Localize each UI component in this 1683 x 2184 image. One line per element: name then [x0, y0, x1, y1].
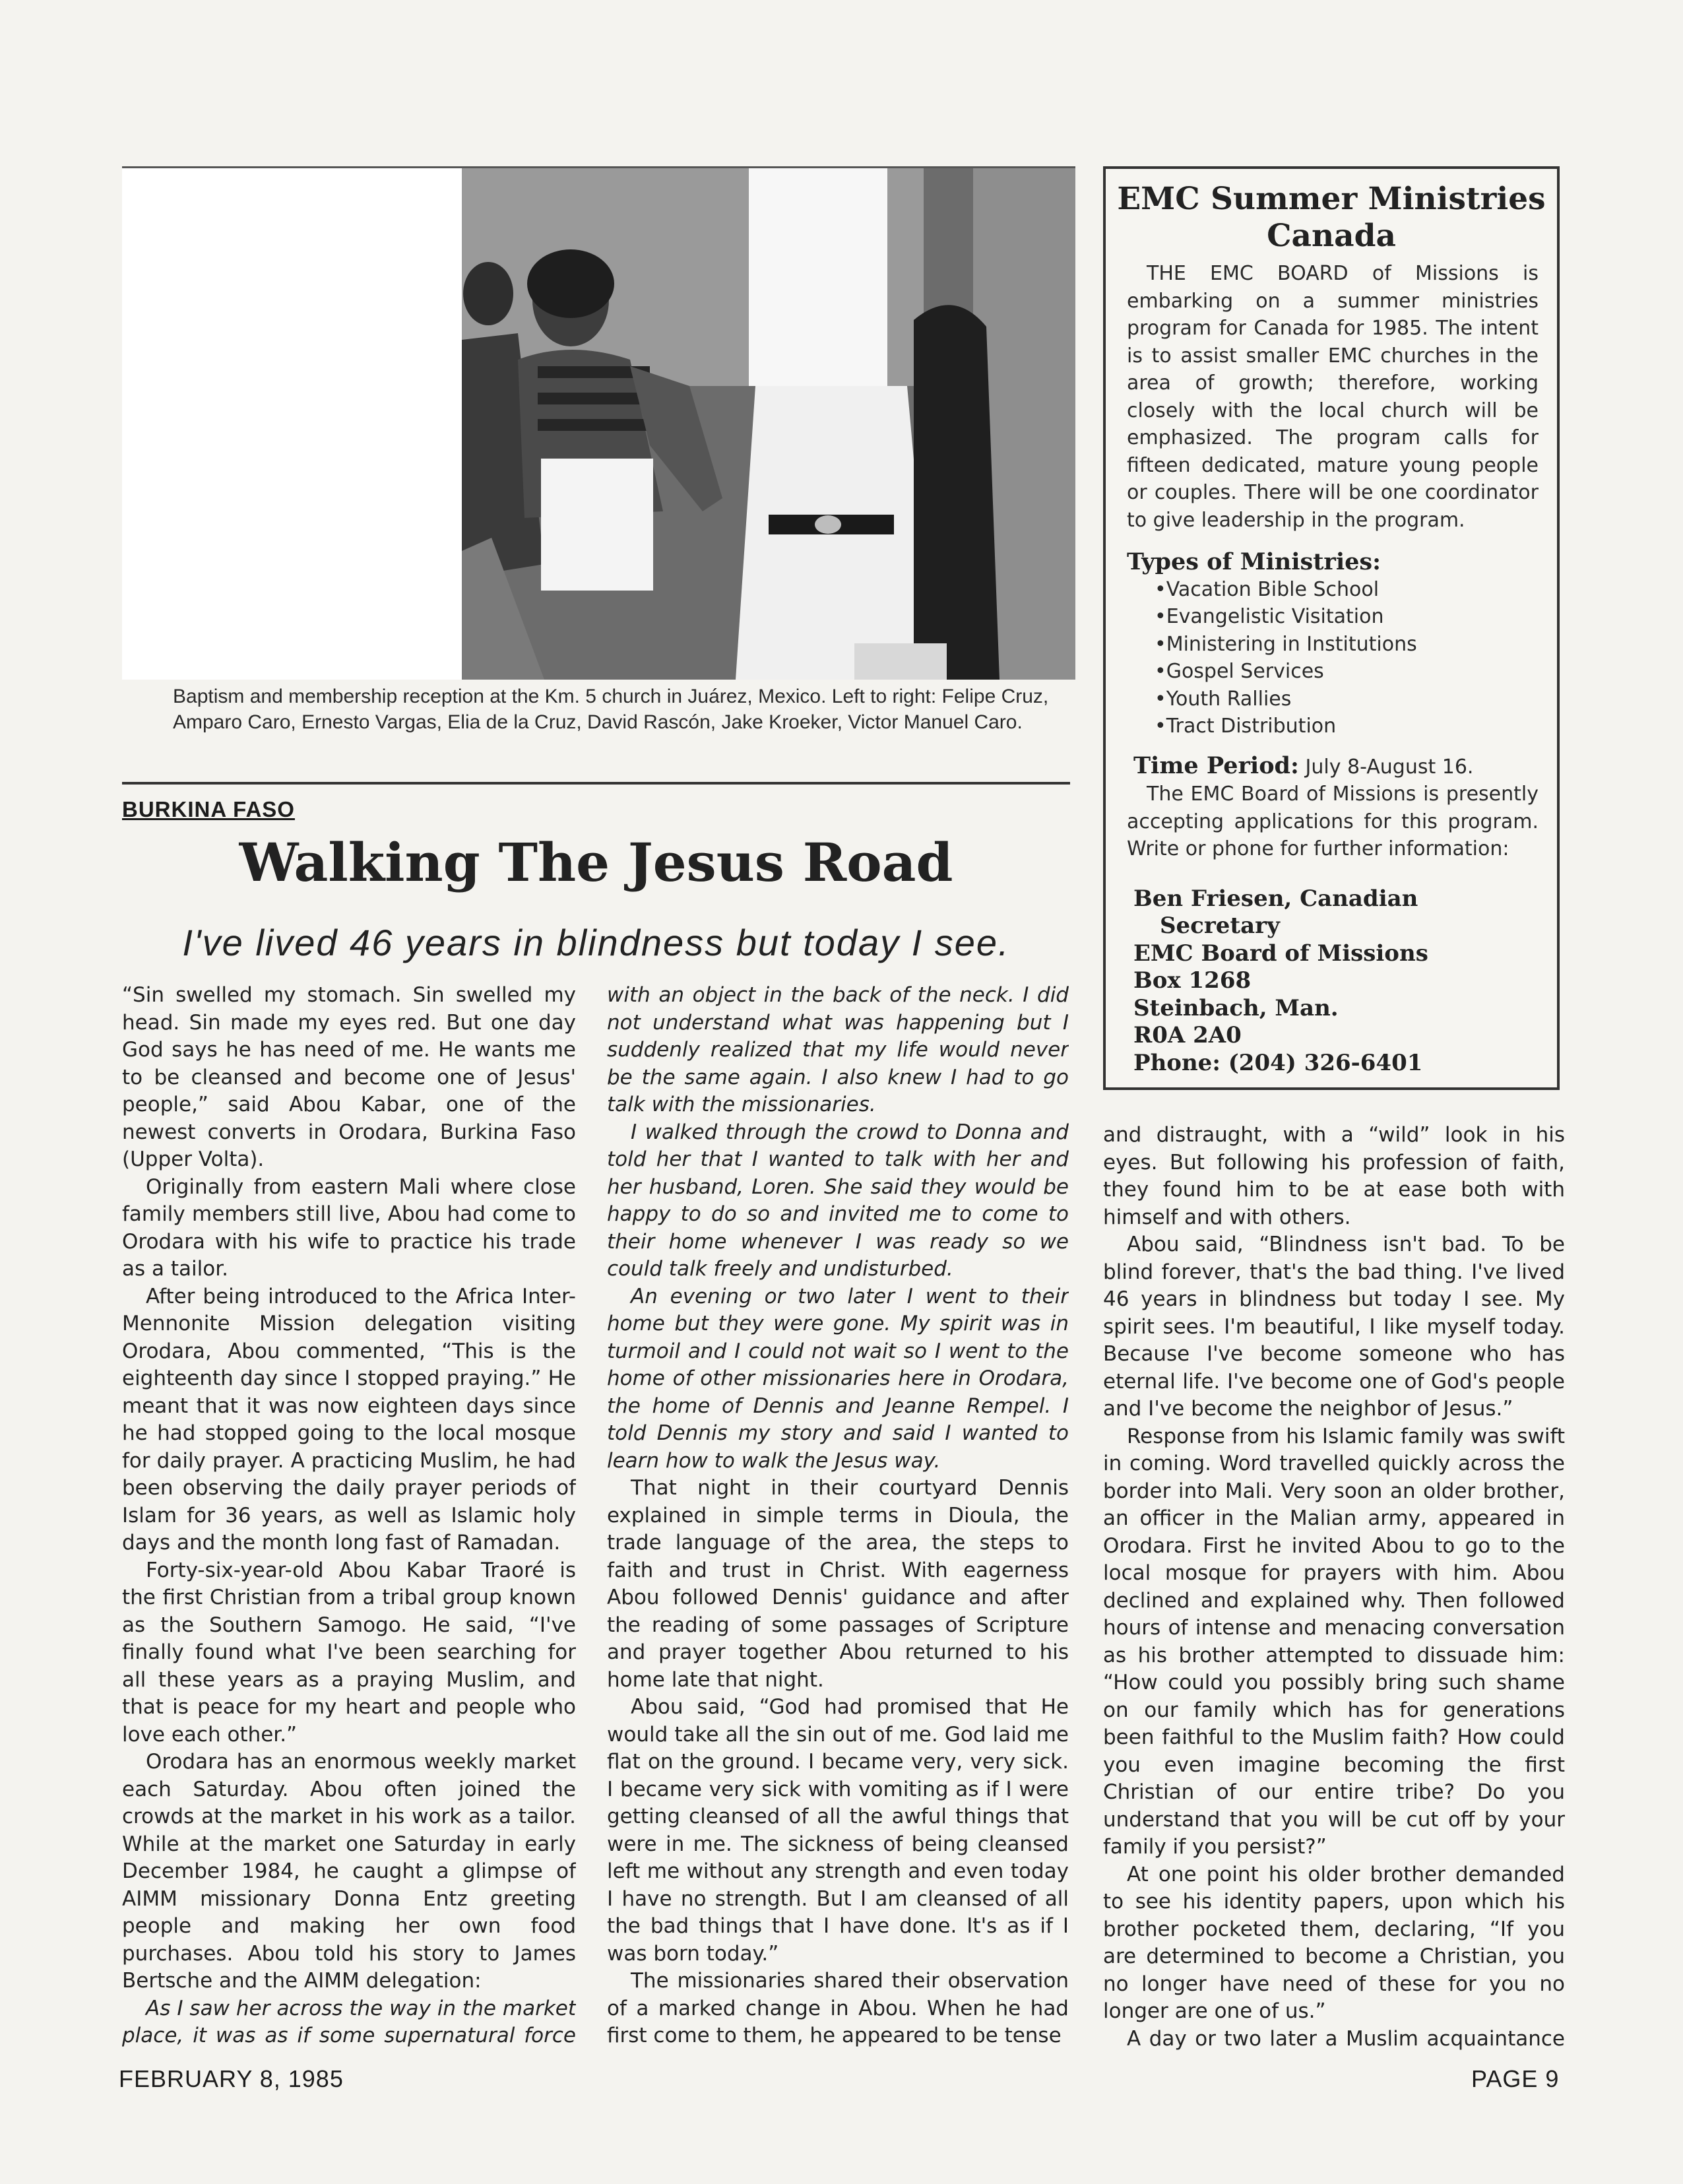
list-item: •Evangelistic Visitation — [1155, 605, 1384, 628]
contact-line: EMC Board of Missions — [1133, 940, 1428, 967]
sidebar-title: EMC Summer Ministries Canada — [1117, 181, 1546, 254]
article-column-1 — [122, 982, 576, 2052]
paragraph: Orodara has an enormous weekly market each Saturday. Abou often joined the crowds at the market in his work as a tailor. While at the market one Saturday in early December 1984, he caught a glimpse of AIMM missionary Donna Entz greeting people and making her own food purchases. Abou told his story to James Bertsche and the AIMM delegation: — [122, 1750, 576, 1993]
paragraph: and distraught, with a “wild” look in his eyes. But following his profession of faith, they found him to be at ease both with himself and with others. — [1103, 1123, 1565, 1229]
photo-caption: Baptism and membership reception at the Km. 5 church in Juárez, Mexico. Left to right: Felipe Cruz, Amparo Caro, Ernesto Vargas, Elia de la Cruz, David Rascón, Jake Kroeker, Victor Manuel Caro. — [173, 686, 1049, 733]
summer-ministries-sidebar — [1103, 166, 1560, 1090]
baptism-photo — [122, 166, 1075, 680]
paragraph: After being introduced to the Africa Inter-Mennonite Mission delegation visiting Orodara, Abou commented, “This is the eighteenth day since I stopped praying.” He meant that it was now eighteen days since he had stopped going to the local mosque for daily prayer. A practicing Muslim, he had been observing the daily prayer periods of Islam for 36 years, as well as Islamic holy days and the month long fast of Ramadan. — [122, 1284, 576, 1555]
paragraph: That night in their courtyard Dennis explained in simple terms in Dioula, the trade language of the area, the steps to faith and trust in Christ. With eagerness Abou followed Dennis' guidance and after the reading of some passages of Scripture and prayer together Abou returned to his home late that night. — [607, 1476, 1069, 1692]
article-headline: Walking The Jesus Road — [239, 831, 953, 893]
paragraph: Response from his Islamic family was swift in coming. Word travelled quickly across the border into Mali. Very soon an older brother, an officer in the Malian army, appeared in Orodara. First he invited Abou to go to the local mosque for prayers with him. Abou declined and explained why. Then followed hours of intense and menacing conversation as his brother attempted to dissuade him: “How could you possibly bring such shame on our family which has for generations been faithful to the Muslim faith? How could you even imagine becoming the first Christian of our entire tribe? Do you understand that you will be cut off by your family if you persist?” — [1103, 1424, 1565, 1859]
paragraph: Abou said, “God had promised that He would take all the sin out of me. God laid me flat on the ground. I became very, very sick. I became very sick with vomiting as if I were getting cleansed of all the awful things that were in me. The sickness of being cleansed left me without any strength and even today I have no strength. But I am cleansed of all the bad things that I have done. It's as if I was born today.” — [607, 1695, 1069, 1966]
time-period-label: Time Period: — [1133, 752, 1299, 779]
paragraph: The missionaries shared their observation of a marked change in Abou. When he had first come to them, he appeared to be tense — [607, 1969, 1069, 2047]
time-period-value: July 8-August 16. — [1305, 755, 1474, 779]
list-item: •Ministering in Institutions — [1155, 632, 1417, 656]
quote-paragraph: An evening or two later I went to their home but they were gone. My spirit was in turmoil and I could not wait so I went to the home of other missionaries here in Orodara, the home of Dennis and Jeanne Rempel. I told Dennis my story and said I wanted to learn how to walk the Jesus way. — [607, 1284, 1069, 1473]
quote-paragraph: with an object in the back of the neck. I did not understand what was happening but I suddenly realized that my life would never be the same again. I also knew I had to go talk with the missionaries. — [607, 983, 1069, 1116]
contact-line: R0A 2A0 — [1133, 1022, 1242, 1048]
list-item: •Tract Distribution — [1155, 715, 1337, 738]
types-heading: Types of Ministries: — [1127, 548, 1381, 575]
issue-date: FEBRUARY 8, 1985 — [119, 2065, 344, 2092]
contact-line: Steinbach, Man. — [1133, 994, 1339, 1021]
contact-line: Box 1268 — [1133, 967, 1252, 994]
quote-paragraph: I walked through the crowd to Donna and told her that I wanted to talk with her and her husband, Loren. She said they would be happy to do so and invited me to come to their home whenever I was ready so we could talk freely and undisturbed. — [607, 1120, 1069, 1281]
photo-image — [122, 168, 1075, 680]
paragraph: Forty-six-year-old Abou Kabar Traoré is the first Christian from a tribal group known as the Southern Samogo. He said, “I've finally found what I've been searching for all these years as a praying Muslim, and that is peace for my heart and people who love each other.” — [122, 1558, 576, 1747]
section-label: BURKINA FASO — [122, 797, 295, 821]
article-subhead: I've lived 46 years in blindness but today I see. — [182, 922, 1010, 963]
quote-paragraph: As I saw her across the way in the market place, it was as if some supernatural force — [122, 1996, 576, 2047]
paragraph: “Sin swelled my stomach. Sin swelled my head. Sin made my eyes red. But one day God says he has need of me. He wants me to be cleansed and become one of Jesus' people,” said Abou Kabar, one of the newest converts in Orodara, Burkina Faso (Upper Volta). — [122, 983, 576, 1171]
sidebar-intro: THE EMC BOARD of Missions is embarking on a summer ministries program for Canada for 1985. The intent is to assist smaller EMC churches in the area of growth; therefore, working closely with the local church will be emphasized. The program calls for fifteen dedicated, mature young people or couples. There will be one coordinator to give leadership in the program. — [1127, 262, 1539, 532]
contact-line: Ben Friesen, Canadian — [1133, 885, 1418, 912]
paragraph: Originally from eastern Mali where close family members still live, Abou had come to Orodara with his wife to practice his trade as a tailor. — [122, 1174, 576, 1281]
section-divider — [122, 782, 1070, 785]
paragraph: Abou said, “Blindness isn't bad. To be blind forever, that's the bad thing. I've lived 46 years in blindness but today I see. My spirit sees. I'm beautiful, I like myself today. Because I've become someone who has eternal life. I've become one of God's people and I've become the neighbor of Jesus.” — [1103, 1233, 1565, 1421]
list-item: •Vacation Bible School — [1155, 577, 1380, 601]
paragraph: A day or two later a Muslim acquaintance — [1127, 2026, 1565, 2051]
ministry-types-list — [1127, 576, 1539, 740]
article-column-3 — [1103, 1122, 1565, 2052]
article-column-2 — [607, 982, 1069, 2052]
contact-block — [1127, 885, 1539, 1077]
list-item: •Gospel Services — [1155, 660, 1324, 683]
sidebar-apply-text: The EMC Board of Missions is presently accepting applications for this program. Write or phone for further information: — [1127, 783, 1539, 860]
contact-phone: Phone: (204) 326-6401 — [1133, 1049, 1423, 1076]
contact-line: Secretary — [1160, 913, 1280, 939]
paragraph: At one point his older brother demanded to see his identity papers, upon which his brother pocketed them, declaring, “If you are determined to become a Christian, you no longer have need of these for you no longer are one of us.” — [1103, 1862, 1565, 2023]
time-period — [1127, 752, 1539, 781]
list-item: •Youth Rallies — [1155, 687, 1292, 711]
page-number: PAGE 9 — [1471, 2065, 1560, 2092]
sidebar-body — [1127, 260, 1539, 1077]
